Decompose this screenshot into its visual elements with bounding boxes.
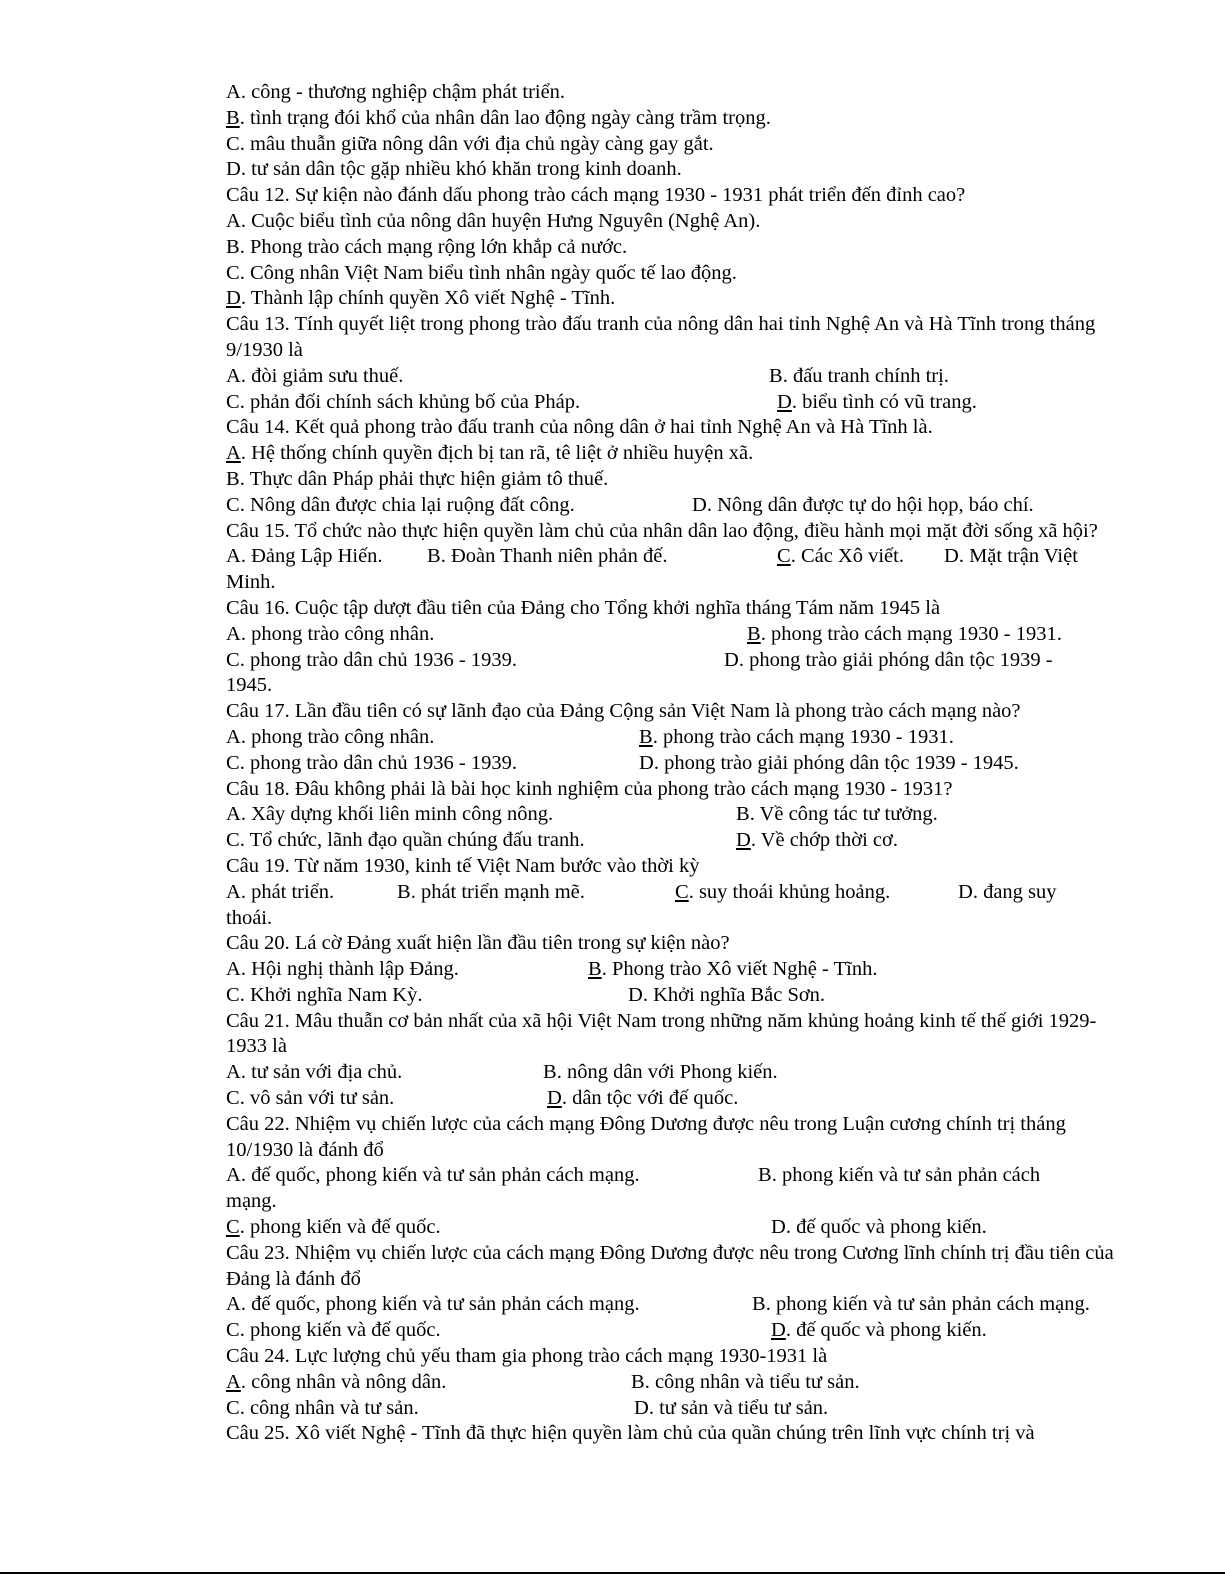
q18-stem: Câu 18. Đâu không phải là bài học kinh nghiệm của phong trào cách mạng 1930 - 1931? — [226, 777, 953, 800]
page-bottom-rule — [0, 1572, 1225, 1574]
q15-option-d: D. Mặt trận Việt — [944, 545, 1078, 568]
q19-stem: Câu 19. Từ năm 1930, kinh tế Việt Nam bước vào thời kỳ — [226, 854, 700, 877]
q22-options-row-1 — [226, 1163, 1136, 1189]
q12-stem: Câu 12. Sự kiện nào đánh dấu phong trào cách mạng 1930 - 1931 phát triển đến đỉnh cao? — [226, 184, 966, 207]
q16-option-a: A. phong trào công nhân. — [226, 622, 435, 645]
q20-option-c: C. Khởi nghĩa Nam Kỳ. — [226, 983, 423, 1006]
q17-stem: Câu 17. Lần đầu tiên có sự lãnh đạo của Đảng Cộng sản Việt Nam là phong trào cách mạng nào? — [226, 700, 1021, 723]
q14-option-d: D. Nông dân được tự do hội họp, báo chí. — [692, 493, 1034, 516]
q12-option-c: C. Công nhân Việt Nam biểu tình nhân ngày quốc tế lao động. — [226, 261, 737, 284]
q21-option-c: C. vô sản với tư sản. — [226, 1087, 395, 1110]
q15-option-c: C. Các Xô viết. — [777, 545, 904, 568]
q24-option-d: D. tư sản và tiểu tư sản. — [634, 1396, 829, 1419]
q17-option-b: B. phong trào cách mạng 1930 - 1931. — [639, 725, 954, 748]
q22-options-row-2 — [226, 1215, 1136, 1241]
q22-stem: Câu 22. Nhiệm vụ chiến lược của cách mạng Đông Dương được nêu trong Luận cương chính trị tháng 10/1930 là đánh đổ — [226, 1112, 1066, 1161]
q24-option-b: B. công nhân và tiểu tư sản. — [631, 1370, 860, 1393]
q22-option-a: A. đế quốc, phong kiến và tư sản phản cách mạng. — [226, 1164, 640, 1187]
q19-option-a: A. phát triển. — [226, 880, 335, 903]
q13-options-row-2 — [226, 390, 1136, 416]
q16-options-row-2 — [226, 648, 1136, 674]
q13-option-a: A. đòi giảm sưu thuế. — [226, 364, 404, 387]
q16-option-d: D. phong trào giải phóng dân tộc 1939 - — [724, 648, 1053, 671]
q21-options-row-1 — [226, 1060, 1136, 1086]
q18-options-row-1 — [226, 802, 1136, 828]
q22-option-c: C. phong kiến và đế quốc. — [226, 1216, 441, 1239]
q23-stem: Câu 23. Nhiệm vụ chiến lược của cách mạng Đông Dương được nêu trong Cương lĩnh chính trị đầu tiên của Đảng là đánh đổ — [226, 1241, 1114, 1290]
q24-stem: Câu 24. Lực lượng chủ yếu tham gia phong trào cách mạng 1930-1931 là — [226, 1345, 828, 1368]
q16-option-c: C. phong trào dân chủ 1936 - 1939. — [226, 648, 517, 671]
q14-option-a: A. Hệ thống chính quyền địch bị tan rã, tê liệt ở nhiều huyện xã. — [226, 442, 754, 465]
q13-options-row-1 — [226, 364, 1136, 390]
q16-option-b: B. phong trào cách mạng 1930 - 1931. — [747, 622, 1062, 645]
q14-option-c: C. Nông dân được chia lại ruộng đất công. — [226, 493, 575, 516]
q17-option-d: D. phong trào giải phóng dân tộc 1939 - 1945. — [639, 751, 1019, 774]
q23-options-row-2 — [226, 1318, 1136, 1344]
q17-option-a: A. phong trào công nhân. — [226, 725, 435, 748]
q19-option-d: D. đang suy — [958, 880, 1057, 903]
q22-option-d: D. đế quốc và phong kiến. — [771, 1216, 987, 1239]
q18-option-c: C. Tổ chức, lãnh đạo quần chúng đấu tranh. — [226, 829, 585, 852]
q22-option-b-continued: mạng. — [226, 1190, 277, 1213]
q21-option-b: B. nông dân với Phong kiến. — [543, 1061, 778, 1084]
q13-stem: Câu 13. Tính quyết liệt trong phong trào đấu tranh của nông dân hai tỉnh Nghệ An và Hà Tĩnh trong tháng 9/1930 là — [226, 313, 1096, 361]
q13-option-d: D. biểu tình có vũ trang. — [777, 390, 977, 413]
q20-options-row-2 — [226, 983, 1136, 1009]
q25-stem: Câu 25. Xô viết Nghệ - Tĩnh đã thực hiện quyền làm chủ của quần chúng trên lĩnh vực chính trị và — [226, 1422, 1035, 1445]
q12-option-a: A. Cuộc biểu tình của nông dân huyện Hưng Nguyên (Nghệ An). — [226, 209, 761, 232]
q20-options-row-1 — [226, 957, 1136, 983]
q23-option-d: D. đế quốc và phong kiến. — [771, 1319, 987, 1342]
q22-option-b: B. phong kiến và tư sản phản cách — [758, 1164, 1041, 1187]
q18-option-b: B. Về công tác tư tưởng. — [736, 803, 938, 826]
q24-options-row-2 — [226, 1396, 1136, 1422]
q24-options-row-1 — [226, 1370, 1136, 1396]
q21-options-row-2 — [226, 1086, 1136, 1112]
q15-stem: Câu 15. Tổ chức nào thực hiện quyền làm chủ của nhân dân lao động, điều hành mọi mặt đời sống xã hội? — [226, 519, 1098, 542]
q21-option-d: D. dân tộc với đế quốc. — [547, 1087, 739, 1110]
q23-option-b: B. phong kiến và tư sản phản cách mạng. — [752, 1293, 1090, 1316]
q11-option-d: D. tư sản dân tộc gặp nhiều khó khăn trong kinh doanh. — [226, 158, 682, 181]
q12-option-d: D. Thành lập chính quyền Xô viết Nghệ - Tĩnh. — [226, 287, 616, 310]
q14-options-row-cd — [226, 493, 1136, 519]
q14-stem: Câu 14. Kết quả phong trào đấu tranh của nông dân ở hai tỉnh Nghệ An và Hà Tĩnh là. — [226, 416, 933, 439]
q19-option-d-continued: thoái. — [226, 906, 273, 929]
q11-option-b: B. tình trạng đói khổ của nhân dân lao động ngày càng trầm trọng. — [226, 106, 771, 129]
q12-option-b: B. Phong trào cách mạng rộng lớn khắp cả nước. — [226, 235, 628, 258]
q15-option-b: B. Đoàn Thanh niên phản đế. — [427, 545, 668, 568]
q23-option-a: A. đế quốc, phong kiến và tư sản phản cách mạng. — [226, 1293, 640, 1316]
q13-option-b: B. đấu tranh chính trị. — [769, 364, 949, 387]
q11-option-c: C. mâu thuẫn giữa nông dân với địa chủ ngày càng gay gắt. — [226, 132, 714, 155]
q18-options-row-2 — [226, 828, 1136, 854]
q20-option-a: A. Hội nghị thành lập Đảng. — [226, 958, 459, 981]
q15-option-a: A. Đảng Lập Hiến. — [226, 545, 383, 568]
q20-stem: Câu 20. Lá cờ Đảng xuất hiện lần đầu tiên trong sự kiện nào? — [226, 932, 730, 955]
q14-option-b: B. Thực dân Pháp phải thực hiện giảm tô thuế. — [226, 467, 609, 490]
q13-option-c: C. phản đối chính sách khủng bố của Pháp. — [226, 390, 581, 413]
q16-options-row-1 — [226, 622, 1136, 648]
q11-option-a: A. công - thương nghiệp chậm phát triển. — [226, 81, 566, 103]
q18-option-a: A. Xây dựng khối liên minh công nông. — [226, 803, 554, 826]
q20-option-b: B. Phong trào Xô viết Nghệ - Tĩnh. — [588, 958, 878, 981]
q24-option-c: C. công nhân và tư sản. — [226, 1396, 419, 1419]
q15-option-d-continued: Minh. — [226, 571, 276, 594]
q19-option-c: C. suy thoái khủng hoảng. — [675, 880, 891, 903]
q17-options-row-1 — [226, 725, 1136, 751]
q15-options-row — [226, 544, 1136, 570]
q23-option-c: C. phong kiến và đế quốc. — [226, 1319, 441, 1342]
q17-options-row-2 — [226, 751, 1136, 777]
q18-option-d: D. Về chớp thời cơ. — [736, 829, 898, 852]
q16-stem: Câu 16. Cuộc tập dượt đầu tiên của Đảng cho Tổng khởi nghĩa tháng Tám năm 1945 là — [226, 596, 941, 619]
q23-options-row-1 — [226, 1292, 1136, 1318]
q21-stem: Câu 21. Mâu thuẫn cơ bản nhất của xã hội Việt Nam trong những năm khủng hoảng kinh tế thế giới 1929-1933 là — [226, 1009, 1097, 1058]
question-list — [226, 80, 1136, 1447]
q16-option-d-continued: 1945. — [226, 674, 273, 697]
q17-option-c: C. phong trào dân chủ 1936 - 1939. — [226, 751, 517, 774]
q19-option-b: B. phát triển mạnh mẽ. — [397, 880, 585, 903]
q20-option-d: D. Khởi nghĩa Bắc Sơn. — [628, 983, 826, 1006]
q24-option-a: A. công nhân và nông dân. — [226, 1370, 447, 1393]
q19-options-row — [226, 880, 1136, 906]
q21-option-a: A. tư sản với địa chủ. — [226, 1061, 403, 1084]
